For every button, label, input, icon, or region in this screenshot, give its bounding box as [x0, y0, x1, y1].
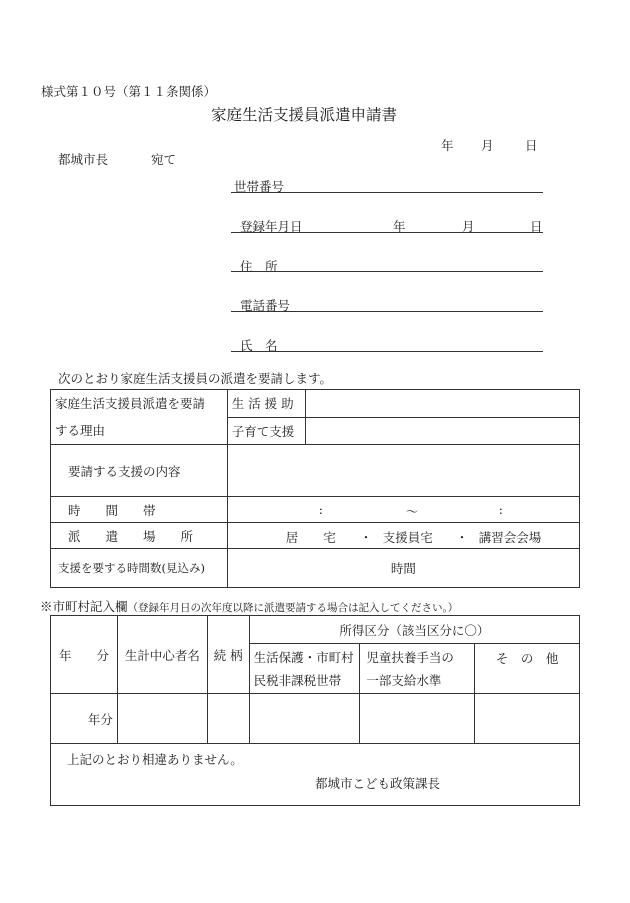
year-unit-label: 年分 — [87, 711, 113, 727]
addressee: 都城市長 — [58, 152, 109, 167]
place-separator: ・ — [359, 530, 373, 545]
phone-label: 電話番号 — [240, 298, 291, 313]
year-column-header: 年 分 — [51, 616, 118, 694]
life-support-label: 生 活 援 助 — [227, 390, 305, 418]
time-slot-label: 時 間 帯 — [51, 497, 228, 523]
support-content-label: 要請する支援の内容 — [51, 445, 228, 497]
dispatch-place-options — [227, 523, 579, 549]
income-category-child-allowance: 児童扶養手当の 一部支給水準 — [360, 644, 475, 694]
place-separator: ・ — [455, 530, 469, 545]
form-number: 様式第１０号（第１１条関係） — [41, 84, 217, 99]
other-cell[interactable] — [475, 694, 580, 744]
time-colon-end: : — [498, 502, 503, 517]
phone-line[interactable] — [231, 311, 543, 312]
year-cell[interactable] — [51, 694, 118, 744]
reg-year-label: 年 — [393, 219, 406, 234]
municipal-table — [50, 615, 580, 806]
relation-cell[interactable] — [207, 694, 249, 744]
request-intro: 次のとおり家庭生活支援員の派遣を要請します。 — [58, 371, 333, 386]
childcare-support-field[interactable] — [305, 417, 579, 445]
welfare-cell[interactable] — [249, 694, 360, 744]
hours-unit: 時間 — [390, 561, 416, 576]
signatory: 都城市こども政策課長 — [315, 776, 441, 791]
address-line[interactable] — [231, 271, 543, 272]
household-head-column-header: 生計中心者名 — [117, 616, 207, 694]
income-category-other: そ の 他 — [475, 644, 580, 694]
reason-label: 家庭生活支援員派遣を要請 する理由 — [51, 390, 228, 445]
hours-needed-label: 支援を要する時間数(見込み) — [51, 549, 228, 588]
confirmation-box — [51, 744, 580, 806]
date-day-label: 日 — [525, 138, 538, 153]
date-month-label: 月 — [481, 138, 494, 153]
dispatch-place-label: 派 遣 場 所 — [51, 523, 228, 549]
reg-month-label: 月 — [462, 219, 475, 234]
income-category-welfare: 生活保護・市町村 民税非課税世帯 — [249, 644, 360, 694]
time-tilde: 〜 — [405, 504, 419, 519]
relation-column-header: 続 柄 — [207, 616, 249, 694]
addressee-suffix: 宛て — [151, 152, 177, 167]
household-number-line[interactable] — [231, 192, 543, 193]
place-venue-option[interactable]: 講習会会場 — [478, 530, 542, 545]
life-support-field[interactable] — [305, 390, 579, 418]
place-supporter-home-option[interactable]: 支援員宅 — [382, 530, 433, 545]
name-line[interactable] — [231, 351, 543, 352]
time-colon-start: : — [318, 502, 323, 517]
reg-day-label: 日 — [530, 219, 543, 234]
hours-needed-field[interactable] — [227, 549, 579, 588]
name-label: 氏 名 — [240, 338, 278, 353]
income-category-header: 所得区分（該当区分に〇） — [249, 616, 579, 644]
registration-date-line[interactable] — [231, 232, 543, 233]
date-year-label: 年 — [441, 138, 454, 153]
support-content-field[interactable] — [227, 445, 579, 497]
childcare-support-label: 子育て支援 — [227, 417, 305, 445]
household-head-cell[interactable] — [117, 694, 207, 744]
registration-date-label: 登録年月日 — [240, 219, 303, 234]
request-table — [50, 389, 580, 588]
time-slot-field[interactable] — [227, 497, 579, 523]
municipal-note: （登録年月日の次年度以降に派遣要請する場合は記入してください。） — [127, 602, 459, 614]
confirmation-text: 上記のとおり相違ありません。 — [67, 752, 243, 767]
household-number-label: 世帯番号 — [234, 179, 285, 194]
page-title: 家庭生活支援員派遣申請書 — [211, 106, 398, 124]
municipal-heading: ※市町村記入欄（登録年月日の次年度以降に派遣要請する場合は記入してください。） — [40, 599, 459, 614]
place-home-option[interactable]: 居 宅 — [285, 530, 336, 545]
child-allowance-cell[interactable] — [360, 694, 475, 744]
address-label: 住 所 — [240, 259, 278, 274]
